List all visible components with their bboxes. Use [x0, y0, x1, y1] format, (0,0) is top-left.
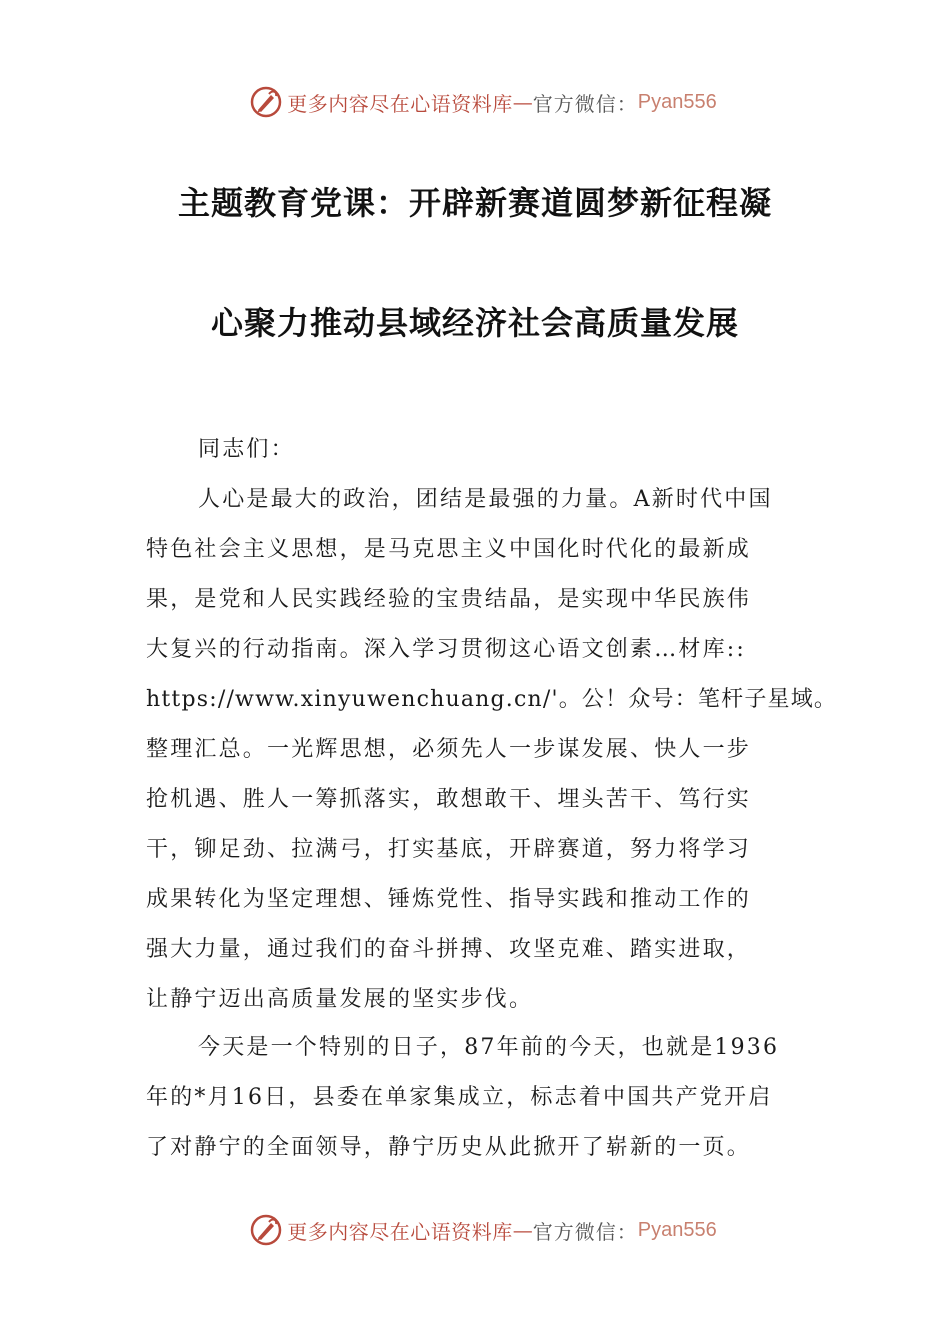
banner-separator: — — [512, 90, 533, 114]
banner-suffix: 官方微信： — [532, 91, 638, 116]
paragraph-line: 成果转化为坚定理想、锤炼党性、指导实践和推动工作的 — [146, 887, 752, 912]
paragraph-line: 大复兴的行动指南。深入学习贯彻这心语文创素…材库:: — [146, 637, 747, 662]
paragraph-line: 干，铆足劲、拉满弓，打实基底，开辟赛道，努力将学习 — [146, 837, 752, 862]
paragraph-line: 今天是一个特别的日子，87年前的今天，也就是1936 — [198, 1035, 780, 1060]
document-title-line-1: 主题教育党课：开辟新赛道圆梦新征程凝 — [177, 184, 772, 222]
banner-suffix: 官方微信： — [532, 1219, 638, 1244]
banner-wechat-id: Pyan556 — [637, 1218, 717, 1241]
banner-text: 更多内容尽在心语资料库 — [287, 91, 513, 116]
paragraph-line: 特色社会主义思想，是马克思主义中国化时代化的最新成 — [146, 537, 752, 562]
paragraph-line: 果，是党和人民实践经验的宝贵结晶，是实现中华民族伟 — [146, 587, 752, 612]
banner-wechat-id: Pyan556 — [637, 90, 717, 113]
paragraph-line: 人心是最大的政治，团结是最强的力量。A新时代中国 — [198, 487, 773, 512]
footer-banner — [0, 1210, 950, 1250]
paragraph-line: 抢机遇、胜人一筹抓落实，敢想敢干、埋头苦干、笃行实 — [146, 787, 752, 812]
paragraph-line-url: https://www.xinyuwenchuang.cn/'。公！众号：笔杆子星域。 — [146, 687, 838, 712]
paragraph-line: 了对静宁的全面领导，静宁历史从此掀开了崭新的一页。 — [146, 1135, 752, 1160]
banner-text: 更多内容尽在心语资料库 — [287, 1219, 513, 1244]
paragraph-line: 让静宁迈出高质量发展的坚实步伐。 — [146, 987, 534, 1012]
pen-circle-icon — [249, 85, 283, 119]
paragraph-line: 年的*月16日，县委在单家集成立，标志着中国共产党开启 — [146, 1085, 773, 1110]
paragraph-line: 整理汇总。一光辉思想，必须先人一步谋发展、快人一步 — [146, 737, 752, 762]
salutation: 同志们： — [198, 437, 295, 462]
banner-separator: — — [512, 1218, 533, 1242]
document-title-line-2: 心聚力推动县域经济社会高质量发展 — [210, 304, 739, 342]
header-banner — [0, 82, 950, 122]
paragraph-line: 强大力量，通过我们的奋斗拼搏、攻坚克难、踏实进取， — [146, 937, 752, 962]
pen-circle-icon — [249, 1213, 283, 1247]
